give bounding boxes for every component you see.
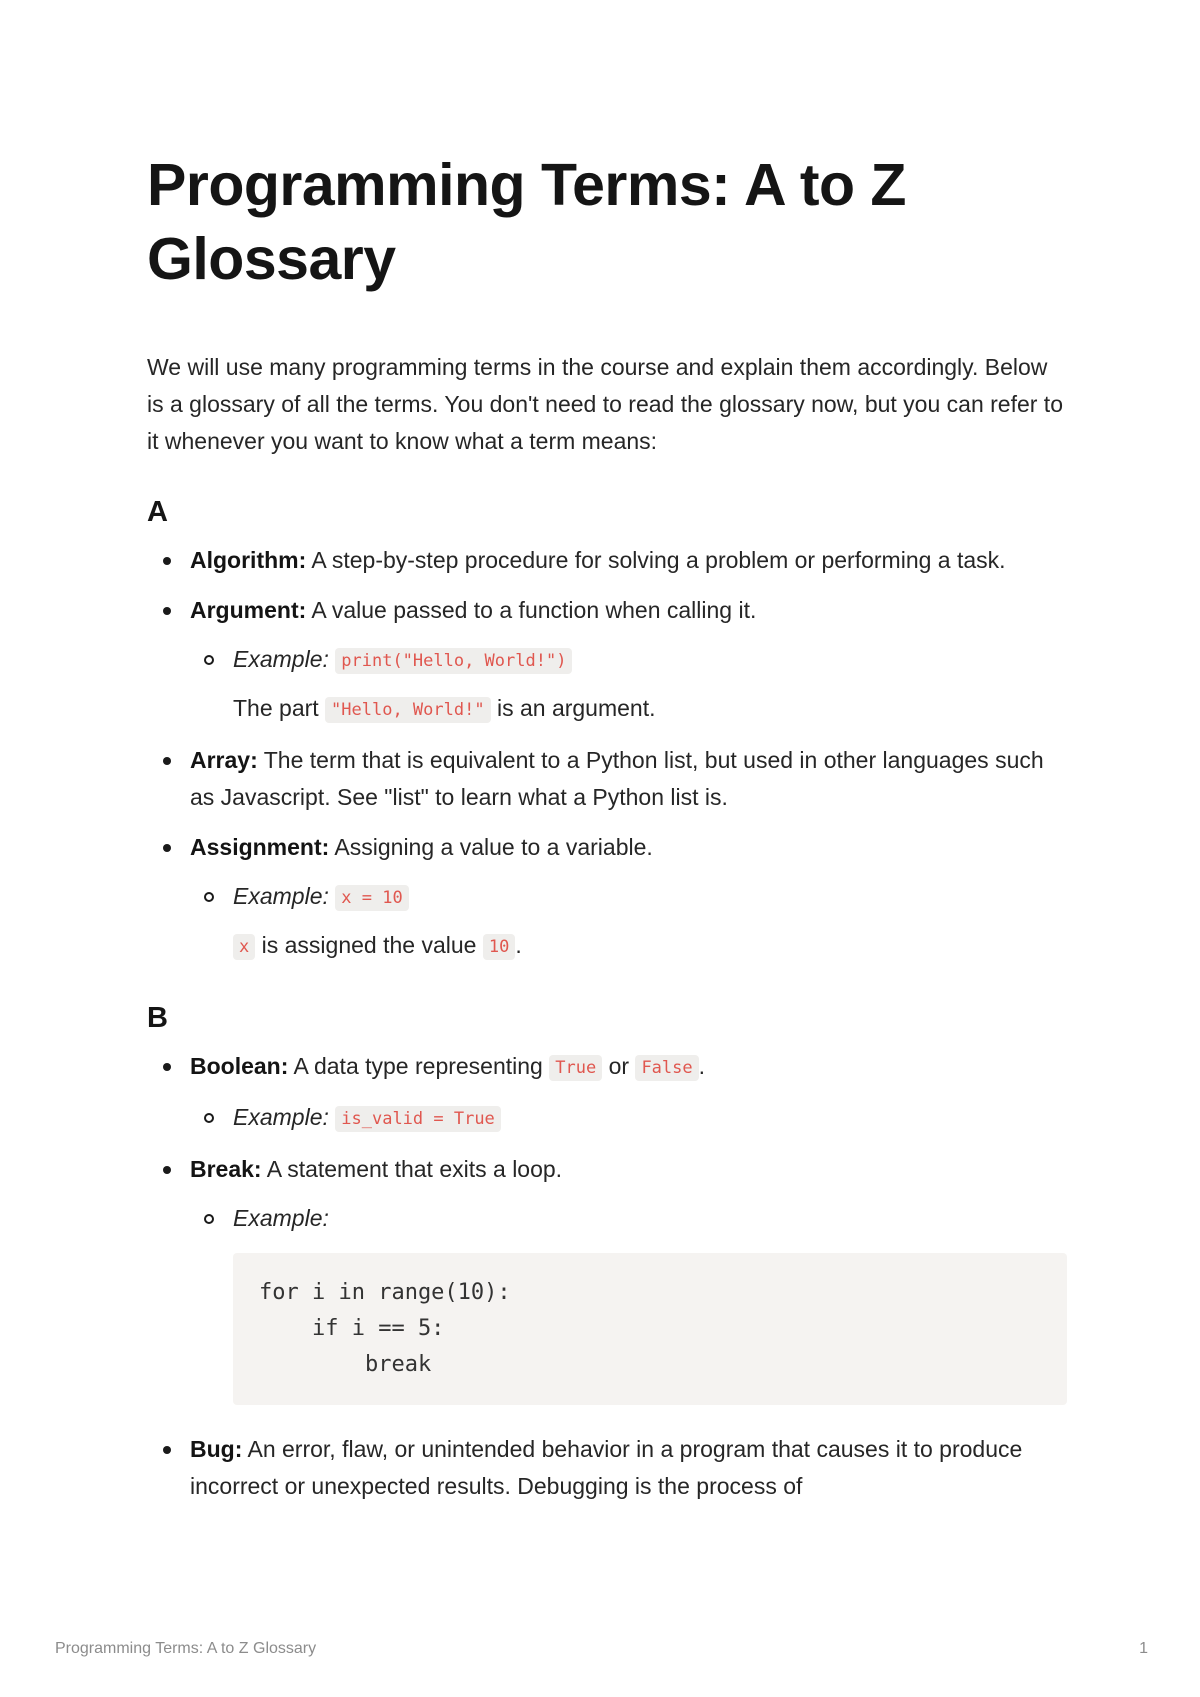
term-break — [147, 1151, 1067, 1405]
term-definition: A step-by-step procedure for solving a problem or performing a task. — [306, 547, 1006, 573]
intro-paragraph: We will use many programming terms in the course and explain them accordingly. Below is a glossary of all the terms. You don't need to read the glossary now, but you can refer to it whenever you want to know what a term means: — [147, 354, 1063, 454]
term-name: Boolean: — [190, 1053, 289, 1079]
example-item — [190, 1099, 1067, 1138]
inline-code: is_valid = True — [335, 1106, 501, 1132]
example-list — [190, 641, 1067, 680]
term-argument — [147, 592, 1067, 729]
note-text: is an argument. — [490, 695, 656, 721]
example-item — [190, 1200, 1067, 1237]
term-definition: An error, flaw, or unintended behavior in a program that causes it to produce incorrect or unexpected results. Debugging is the process of — [190, 1436, 1023, 1499]
inline-code: True — [549, 1055, 602, 1081]
inline-code: 10 — [483, 934, 515, 960]
term-definition: . — [698, 1053, 706, 1079]
example-label: Example: — [233, 1104, 329, 1130]
term-assignment — [147, 829, 1067, 966]
section-heading-a: A — [147, 496, 168, 528]
example-note — [190, 927, 1067, 966]
term-algorithm — [147, 542, 1067, 579]
code-block: for i in range(10): if i == 5: break — [233, 1253, 1067, 1405]
term-list-b — [147, 1048, 1067, 1505]
term-definition: A data type representing — [288, 1053, 550, 1079]
term-name: Assignment: — [190, 834, 330, 860]
inline-code: x = 10 — [335, 885, 408, 911]
term-definition: Assigning a value to a variable. — [329, 834, 653, 860]
term-boolean — [147, 1048, 1067, 1138]
footer-title: Programming Terms: A to Z Glossary — [55, 1640, 317, 1657]
example-label: Example: — [233, 1205, 329, 1231]
inline-code: False — [635, 1055, 698, 1081]
example-list — [190, 1099, 1067, 1138]
inline-code: "Hello, World!" — [325, 697, 491, 723]
term-array — [147, 742, 1067, 816]
note-text: The part — [233, 695, 326, 721]
example-list — [190, 878, 1067, 917]
inline-code: x — [233, 934, 255, 960]
example-note — [190, 690, 1067, 729]
term-definition: or — [602, 1053, 636, 1079]
term-name: Algorithm: — [190, 547, 307, 573]
note-text: is assigned the value — [255, 932, 483, 958]
section-heading-b: B — [147, 1002, 168, 1034]
page-title: Programming Terms: A to Z Glossary — [147, 152, 906, 292]
note-text: . — [515, 932, 522, 958]
example-label: Example: — [233, 646, 329, 672]
term-definition: The term that is equivalent to a Python list, but used in other languages such as Javascript. See "list" to learn what a Python list is. — [190, 747, 1044, 810]
example-list — [190, 1200, 1067, 1237]
term-name: Bug: — [190, 1436, 243, 1462]
term-definition: A value passed to a function when calling it. — [306, 597, 757, 623]
example-label: Example: — [233, 883, 329, 909]
inline-code: print("Hello, World!") — [335, 648, 572, 674]
term-name: Break: — [190, 1156, 262, 1182]
term-list-a — [147, 542, 1067, 966]
document-body — [147, 148, 1067, 1518]
term-bug — [147, 1431, 1067, 1505]
term-definition: A statement that exits a loop. — [261, 1156, 563, 1182]
term-name: Array: — [190, 747, 258, 773]
page-number: 1 — [1139, 1640, 1148, 1657]
example-item — [190, 878, 1067, 917]
term-name: Argument: — [190, 597, 307, 623]
example-item — [190, 641, 1067, 680]
